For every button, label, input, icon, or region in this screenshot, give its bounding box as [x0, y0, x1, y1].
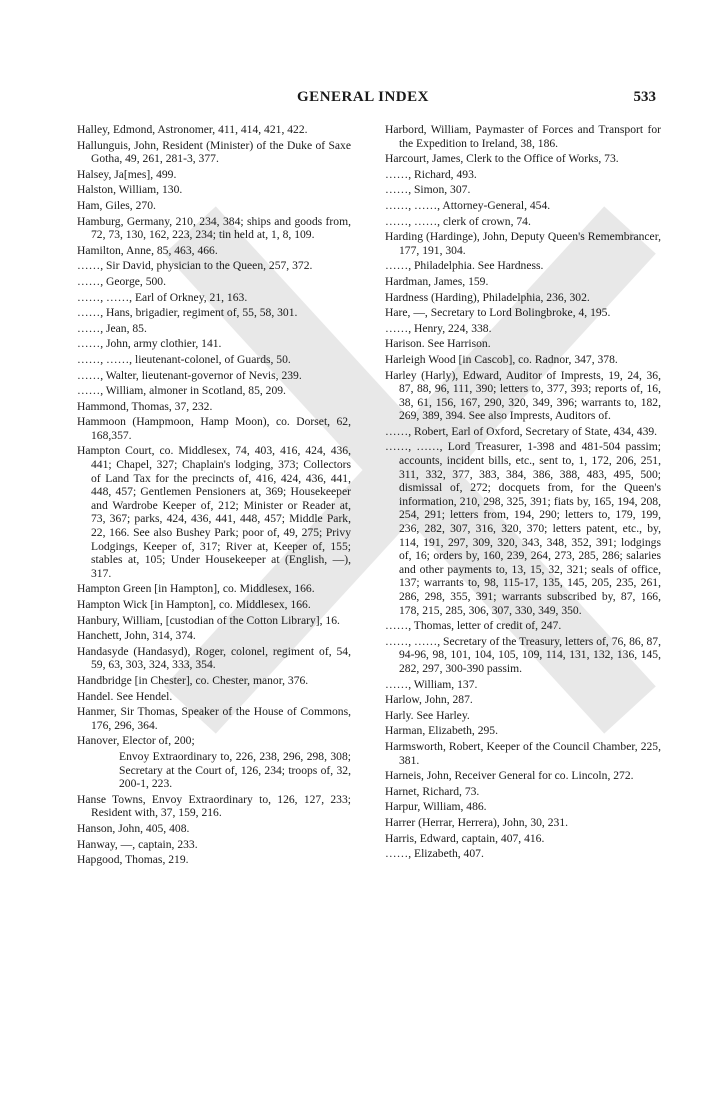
- index-entry: ……, ……, Secretary of the Treasury, letters of, 76, 86, 87, 94-96, 98, 101, 104, 105, 109, 114, 131, 132, 136, 145, 282, 297, 300-390 passim.: [385, 634, 661, 675]
- page-title: GENERAL INDEX: [297, 89, 429, 105]
- index-entry: Harly. See Harley.: [385, 708, 470, 722]
- index-entry: Harmsworth, Robert, Keeper of the Council Chamber, 225, 381.: [385, 739, 661, 767]
- index-entry: Hanchett, John, 314, 374.: [77, 629, 196, 643]
- index-entry: ……, ……, lieutenant-colonel, of Guards, 50.: [77, 352, 291, 366]
- index-entry: Halston, William, 130.: [77, 183, 183, 197]
- index-entry: Halsey, Ja[mes], 499.: [77, 167, 177, 181]
- index-entry: ……, John, army clothier, 141.: [77, 337, 222, 351]
- index-subentry: Envoy Extraordinary to, 226, 238, 296, 298, 308; Secretary at the Court of, 126, 234; troops of, 32, 200-1, 223.: [119, 749, 351, 791]
- index-entry: ……, ……, Lord Treasurer, 1-398 and 481-504 passim; accounts, incident bills, etc., sent to, 1, 172, 206, 251, 311, 332, 377, 383, 384, 386, 388, 483, 495, 500; dismissal of, 272; docquets from, for the Queen's information, 210, 298, 325, 391; fiats by, 165, 194, 208, 254, 291; letters from, 194, 290; letters to, 179, 199, 236, 282, 307, 316, 320, 370; letters patent, etc., by, 114, 191, 297, 309, 320, 343, 348, 352, 391; lodgings of, 16; orders by, 160, 239, 264, 273, 285, 286; salaries and other payments to, 13, 15, 32, 321; seals of office, 137; warrants to, 98, 115-17, 135, 145, 205, 235, 261, 286, 298, 355, 391; warrants subscribed by, 87, 166, 178, 215, 285, 306, 307, 330, 349, 350.: [385, 440, 661, 617]
- index-entry: Hanover, Elector of, 200;: [77, 734, 195, 748]
- index-entry: Handel. See Hendel.: [77, 689, 173, 703]
- index-entry: Handbridge [in Chester], co. Chester, manor, 376.: [77, 673, 309, 687]
- index-entry: Ham, Giles, 270.: [77, 198, 156, 212]
- index-entry: ……, Robert, Earl of Oxford, Secretary of State, 434, 439.: [385, 424, 658, 438]
- index-entry: ……, Elizabeth, 407.: [385, 847, 484, 861]
- index-entry: Harris, Edward, captain, 407, 416.: [385, 831, 545, 845]
- index-entry: ……, William, 137.: [385, 677, 478, 691]
- index-entry: ……, Jean, 85.: [77, 321, 147, 335]
- index-entry: ……, Henry, 224, 338.: [385, 321, 492, 335]
- index-entry: ……, ……, Attorney-General, 454.: [385, 198, 551, 212]
- index-entry: Hardman, James, 159.: [385, 274, 489, 288]
- index-entry: Hampton Green [in Hampton], co. Middlesex, 166.: [77, 582, 315, 596]
- index-entry: Hanway, —, captain, 233.: [77, 837, 198, 851]
- index-entry: Hampton Court, co. Middlesex, 74, 403, 416, 424, 436, 441; Chapel, 327; Chaplain's lodging, 373; Collectors of Land Tax for the precincts of, 416, 424, 436, 441, 448, 457; Gentlemen Pensioners at, 369; Housekeeper and Wardrobe Keeper of, 212; Minister or Reader at, 73, 367; parks, 424, 436, 441, 448, 457; Middle Park, 22, 166. See also Bushey Park; poor of, 49, 275; Privy Lodgings, Keeper of, 317; River at, Keeper of, 155; stables at, 105; Under Housekeeper at (English, —), 317.: [77, 444, 351, 580]
- index-entry: ……, ……, Earl of Orkney, 21, 163.: [77, 290, 248, 304]
- index-entry: Hamburg, Germany, 210, 234, 384; ships and goods from, 72, 73, 130, 162, 223, 234; tin held at, 1, 8, 109.: [77, 214, 351, 242]
- index-entry: Hanmer, Sir Thomas, Speaker of the House of Commons, 176, 296, 364.: [77, 705, 351, 732]
- index-entry: ……, Hans, brigadier, regiment of, 55, 58, 301.: [77, 306, 298, 320]
- index-entry: Hampton Wick [in Hampton], co. Middlesex, 166.: [77, 598, 311, 611]
- index-entry: ……, George, 500.: [77, 274, 166, 288]
- index-entry: Hanse Towns, Envoy Extraordinary to, 126, 127, 233; Resident with, 37, 159, 216.: [77, 792, 351, 820]
- index-entry: Hare, —, Secretary to Lord Bolingbroke, 4, 195.: [385, 306, 611, 320]
- index-entry: Harbord, William, Paymaster of Forces and Transport for the Expedition to Ireland, 38, 186.: [385, 123, 661, 150]
- index-entry: ……, Philadelphia. See Hardness.: [385, 259, 544, 273]
- index-entry: Hammond, Thomas, 37, 232.: [77, 399, 213, 413]
- index-entry: ……, Walter, lieutenant-governor of Nevis, 239.: [77, 368, 302, 382]
- left-column: [77, 123, 351, 869]
- index-entry: Hallunguis, John, Resident (Minister) of the Duke of Saxe Gotha, 49, 261, 281-3, 377.: [77, 138, 351, 166]
- page-number: 533: [633, 89, 656, 105]
- index-entry: Harrer (Herrar, Herrera), John, 30, 231.: [385, 815, 569, 829]
- index-entry: Harman, Elizabeth, 295.: [385, 724, 498, 738]
- index-entry: Harley (Harly), Edward, Auditor of Imprests, 19, 24, 36, 87, 88, 96, 111, 390; letters to, 377, 393; reports of, 16, 38, 61, 156, 167, 290, 320, 349, 396; warrants to, 182, 269, 389, 394. See also Imprests, Auditors of.: [385, 368, 661, 423]
- index-entry: Halley, Edmond, Astronomer, 411, 414, 421, 422.: [77, 123, 308, 136]
- index-entry: ……, ……, clerk of crown, 74.: [385, 214, 531, 228]
- index-entry: Hamilton, Anne, 85, 463, 466.: [77, 243, 218, 257]
- index-entry: ……, Sir David, physician to the Queen, 257, 372.: [77, 259, 313, 273]
- index-entry: Harlow, John, 287.: [385, 693, 473, 707]
- index-entry: Harison. See Harrison.: [385, 337, 491, 351]
- right-column: [385, 123, 661, 863]
- index-entry: Harpur, William, 486.: [385, 800, 487, 814]
- index-entry: Harnet, Richard, 73.: [385, 784, 480, 798]
- index-entry: Hapgood, Thomas, 219.: [77, 853, 189, 867]
- index-entry: Harleigh Wood [in Cascob], co. Radnor, 347, 378.: [385, 352, 618, 366]
- index-entry: Harcourt, James, Clerk to the Office of Works, 73.: [385, 152, 619, 166]
- index-entry: Hammoon (Hampmoon, Hamp Moon), co. Dorset, 62, 168,357.: [77, 415, 351, 442]
- index-entry: ……, William, almoner in Scotland, 85, 209.: [77, 384, 286, 398]
- index-entry: Hanbury, William, [custodian of the Cotton Library], 16.: [77, 613, 340, 627]
- index-entry: Hardness (Harding), Philadelphia, 236, 302.: [385, 290, 590, 304]
- index-entry: ……, Thomas, letter of credit of, 247.: [385, 619, 562, 633]
- index-entry: Harding (Hardinge), John, Deputy Queen's Remembrancer, 177, 191, 304.: [385, 230, 661, 257]
- index-entry: ……, Richard, 493.: [385, 167, 477, 181]
- index-entry: ……, Simon, 307.: [385, 183, 471, 197]
- index-entry: Harneis, John, Receiver General for co. Lincoln, 272.: [385, 769, 634, 783]
- index-entry: Hanson, John, 405, 408.: [77, 821, 190, 835]
- index-entry: Handasyde (Handasyd), Roger, colonel, regiment of, 54, 59, 63, 303, 324, 333, 354.: [77, 644, 351, 672]
